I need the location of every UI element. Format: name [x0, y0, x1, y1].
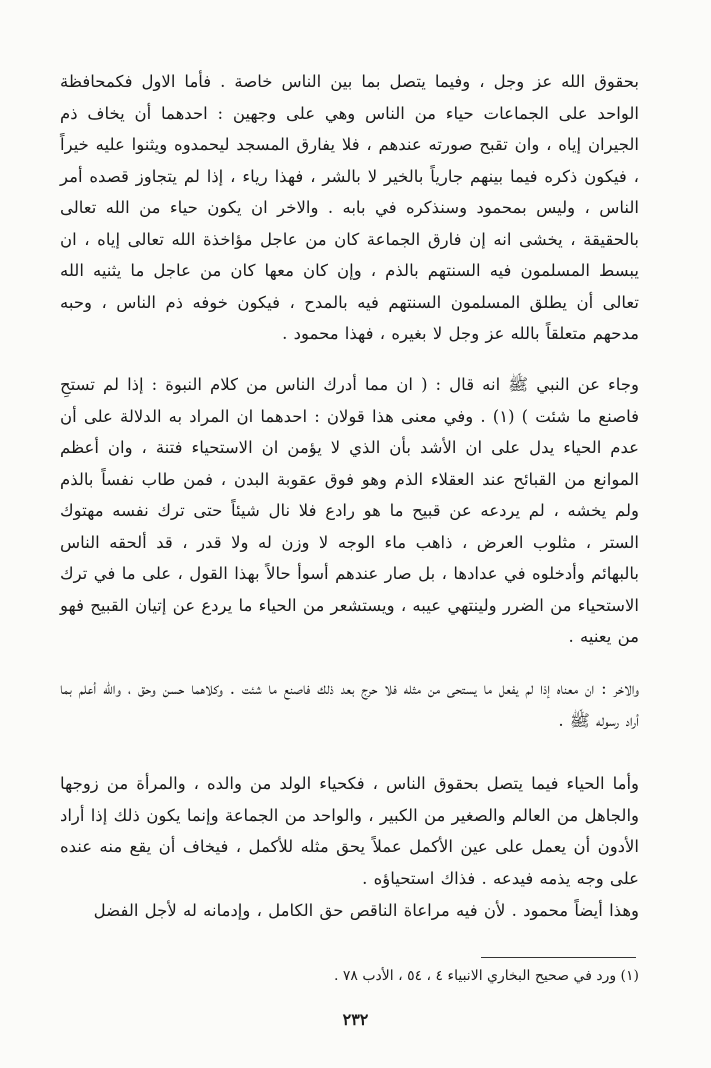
page-number: ٢٣٢	[342, 1010, 369, 1029]
paragraph-1: بحقوق الله عز وجل ، وفيما يتصل بما بين الناس خاصة . فأما الاول فكمحافظة الواحد على الجماعات حياء من الناس وهي على وجهين : احدهما أن يخاف ذم الجيران إياه ، وان تقبح صورته عندهم ، فلا يفارق المسجد ليحمدوه ويثنوا عليه خيراً ، فيكون ذكره فيما بينهم جارياً بالخير لا بالشر ، فهذا رياء ، إذا لم يتجاوز قصده أمر الناس ، وليس بمحمود وسنذكره في بابه . والاخر ان يكون حياء من الله تعالى بالحقيقة ، يخشى انه إن فارق الجماعة كان من عاجل مؤاخذة الله تعالى إياه ، ان يبسط المسلمون فيه السنتهم بالذم ، وإن كان معها كان من عاجل ما يثنيه الله تعالى أن يطلق المسلمون السنتهم فيه بالمدح ، فيكون خوفه ذم الناس ، وحبه مدحهم متعلقاً بالله عز وجل لا بغيره ، فهذا محمود .	[60, 72, 639, 343]
footnote-divider	[481, 957, 636, 958]
paragraph-3: والاخر : ان معناه إذا لم يفعل ما يستحى من مثله فلا حرج بعد ذلك فاصنع ما شئت . وكلاهما حسن وحق ، والله أعلم بما أراد رسوله ﷺ .	[60, 679, 639, 730]
footnote: (١) ورد في صحيح البخاري الانبياء ٤ ، ٥٤ ، الأدب ٧٨ .	[333, 968, 639, 984]
paragraph-5: وهذا أيضاً محمود . لأن فيه مراعاة الناقص حق الكامل ، وإدمانه له لأجل الفضل	[93, 901, 639, 920]
paragraph-4: وأما الحياء فيما يتصل بحقوق الناس ، فكحياء الولد من والده ، والمرأة من زوجها والجاهل من العالم والصغير من الكبير ، والواحد من الجماعة وإنما يكون ذلك إذا أراد الأدون أن يعمل على عين الأكمل عملاً يحق مثله للأكمل ، فيخاف أن يقع منه عنده على وجه يذمه فيدعه . فذاك استحياؤه .	[60, 774, 639, 888]
paragraph-2: وجاء عن النبي ﷺ انه قال : ( ان مما أدرك الناس من كلام النبوة : إذا لم تستحِ فاصنع ما شئت ) (١) . وفي معنى هذا قولان : احدهما ان المراد به الدلالة على أن عدم الحياء يدل على ان الأشد بأن الذي لا يؤمن ان الاستحياء فتنة ، وان أعظم الموانع من القبائح عند العقلاء الذم وهو فوق عقوبة البدن ، فمن طاب نفساً بالذم ولم يخشه ، لم يردعه عن قبيح ما هو رادع فلا نال شيئاً حتى ترك نفسه مهتوك الستر ، مثلوب العرض ، ذاهب ماء الوجه لا وزن له ولا قدر ، قد ألحقه الناس بالبهائم وأدخلوه في عدادها ، بل صار عندهم أسوأ حالاً بهذا القول ، على ما في ترك الاستحياء من الضرر ولينتهي عيبه ، ويستشعر من الحياء ما يردع عن إتيان القبيح فهو من يعنيه .	[60, 375, 639, 646]
